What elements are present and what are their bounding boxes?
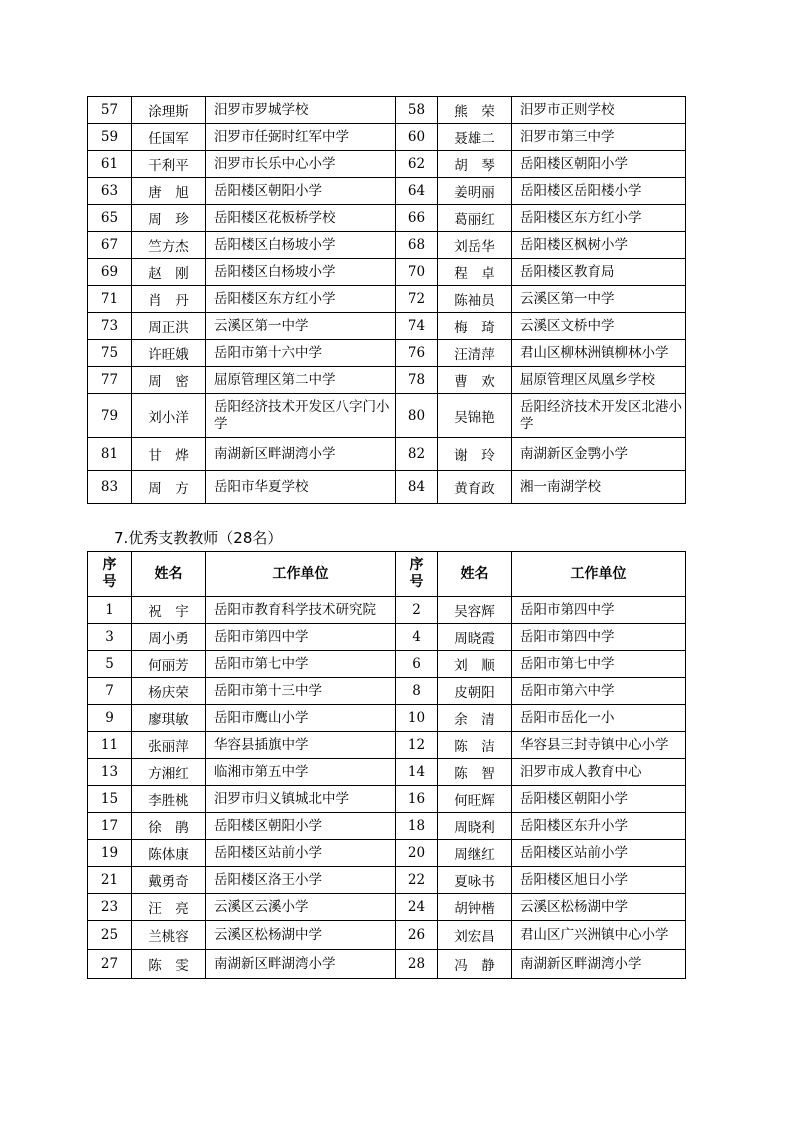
cell-unit: 岳阳楼区枫树小学	[512, 232, 686, 259]
cell-seq: 14	[396, 759, 438, 786]
table-row	[88, 705, 686, 732]
cell-seq: 11	[88, 732, 132, 759]
cell-unit: 岳阳楼区站前小学	[512, 840, 686, 867]
cell-unit: 岳阳楼区岳阳楼小学	[512, 178, 686, 205]
cell-name: 胡钟楷	[438, 894, 512, 921]
table-row	[88, 151, 686, 178]
cell-unit: 岳阳楼区东方红小学	[512, 205, 686, 232]
cell-unit: 岳阳经济技术开发区八字门小学	[206, 394, 396, 438]
cell-name: 吴容辉	[438, 597, 512, 624]
cell-unit: 岳阳市第四中学	[206, 624, 396, 651]
cell-name: 姜明丽	[438, 178, 512, 205]
cell-name: 周 方	[132, 471, 206, 504]
cell-unit: 岳阳楼区白杨坡小学	[206, 259, 396, 286]
cell-unit: 南湖新区畔湖湾小学	[512, 950, 686, 979]
cell-name: 刘宏昌	[438, 921, 512, 950]
cell-seq: 19	[88, 840, 132, 867]
cell-seq: 70	[396, 259, 438, 286]
cell-name: 祝 宇	[132, 597, 206, 624]
cell-seq: 62	[396, 151, 438, 178]
cell-unit: 华容县插旗中学	[206, 732, 396, 759]
cell-name: 陈袖员	[438, 286, 512, 313]
cell-seq: 60	[396, 124, 438, 151]
table-row	[88, 624, 686, 651]
cell-name: 黄育政	[438, 471, 512, 504]
cell-name: 何丽芳	[132, 651, 206, 678]
table-row	[88, 813, 686, 840]
cell-seq: 75	[88, 340, 132, 367]
cell-unit: 岳阳楼区东方红小学	[206, 286, 396, 313]
table-row	[88, 259, 686, 286]
cell-seq: 67	[88, 232, 132, 259]
table1-body	[88, 97, 686, 504]
cell-seq: 9	[88, 705, 132, 732]
cell-name: 陈 智	[438, 759, 512, 786]
table-row	[88, 840, 686, 867]
cell-seq: 76	[396, 340, 438, 367]
cell-name: 周晓霞	[438, 624, 512, 651]
table-row	[88, 124, 686, 151]
cell-unit: 岳阳市鹰山小学	[206, 705, 396, 732]
cell-name: 夏咏书	[438, 867, 512, 894]
table-row	[88, 759, 686, 786]
table-row	[88, 651, 686, 678]
table-row	[88, 97, 686, 124]
header-unit-1: 工作单位	[206, 552, 396, 597]
cell-seq: 66	[396, 205, 438, 232]
cell-seq: 73	[88, 313, 132, 340]
cell-seq: 26	[396, 921, 438, 950]
cell-name: 陈体康	[132, 840, 206, 867]
cell-unit: 岳阳市第七中学	[206, 651, 396, 678]
cell-name: 熊 荣	[438, 97, 512, 124]
cell-name: 汪清萍	[438, 340, 512, 367]
table-row	[88, 313, 686, 340]
table-row	[88, 471, 686, 504]
cell-name: 汪 亮	[132, 894, 206, 921]
cell-seq: 18	[396, 813, 438, 840]
cell-name: 吴锦艳	[438, 394, 512, 438]
cell-seq: 74	[396, 313, 438, 340]
table-row	[88, 732, 686, 759]
cell-name: 谢 玲	[438, 438, 512, 471]
header-seq-2: 序号	[396, 552, 438, 597]
cell-name: 干利平	[132, 151, 206, 178]
cell-seq: 81	[88, 438, 132, 471]
cell-name: 徐 鹃	[132, 813, 206, 840]
cell-name: 张丽萍	[132, 732, 206, 759]
cell-name: 何旺辉	[438, 786, 512, 813]
cell-seq: 84	[396, 471, 438, 504]
cell-seq: 78	[396, 367, 438, 394]
table-row	[88, 205, 686, 232]
cell-unit: 岳阳市第七中学	[512, 651, 686, 678]
cell-name: 周继红	[438, 840, 512, 867]
cell-unit: 岳阳楼区白杨坡小学	[206, 232, 396, 259]
cell-seq: 22	[396, 867, 438, 894]
cell-unit: 岳阳楼区东升小学	[512, 813, 686, 840]
cell-name: 聂雄二	[438, 124, 512, 151]
cell-unit: 汨罗市罗城学校	[206, 97, 396, 124]
cell-seq: 10	[396, 705, 438, 732]
table2-header-row	[88, 552, 686, 597]
cell-name: 周正洪	[132, 313, 206, 340]
cell-name: 陈 雯	[132, 950, 206, 979]
cell-unit: 岳阳市华夏学校	[206, 471, 396, 504]
cell-unit: 岳阳经济技术开发区北港小学	[512, 394, 686, 438]
cell-name: 胡 琴	[438, 151, 512, 178]
cell-name: 许旺娥	[132, 340, 206, 367]
cell-name: 杨庆荣	[132, 678, 206, 705]
cell-seq: 58	[396, 97, 438, 124]
cell-unit: 岳阳楼区教育局	[512, 259, 686, 286]
cell-seq: 64	[396, 178, 438, 205]
cell-seq: 7	[88, 678, 132, 705]
cell-seq: 5	[88, 651, 132, 678]
cell-seq: 2	[396, 597, 438, 624]
cell-unit: 岳阳楼区朝阳小学	[206, 178, 396, 205]
cell-seq: 27	[88, 950, 132, 979]
cell-unit: 岳阳市岳化一小	[512, 705, 686, 732]
cell-name: 余 清	[438, 705, 512, 732]
table-row	[88, 921, 686, 950]
cell-seq: 23	[88, 894, 132, 921]
cell-unit: 临湘市第五中学	[206, 759, 396, 786]
cell-name: 刘岳华	[438, 232, 512, 259]
cell-seq: 24	[396, 894, 438, 921]
cell-seq: 69	[88, 259, 132, 286]
cell-name: 葛丽红	[438, 205, 512, 232]
cell-unit: 岳阳楼区朝阳小学	[206, 813, 396, 840]
table-row	[88, 867, 686, 894]
table-row	[88, 597, 686, 624]
cell-seq: 8	[396, 678, 438, 705]
cell-name: 周 密	[132, 367, 206, 394]
cell-seq: 4	[396, 624, 438, 651]
table-row	[88, 367, 686, 394]
cell-seq: 6	[396, 651, 438, 678]
cell-name: 唐 旭	[132, 178, 206, 205]
cell-seq: 13	[88, 759, 132, 786]
cell-seq: 63	[88, 178, 132, 205]
cell-seq: 72	[396, 286, 438, 313]
cell-name: 皮朝阳	[438, 678, 512, 705]
cell-unit: 岳阳楼区站前小学	[206, 840, 396, 867]
cell-seq: 17	[88, 813, 132, 840]
cell-name: 赵 刚	[132, 259, 206, 286]
table-row	[88, 678, 686, 705]
cell-unit: 岳阳楼区朝阳小学	[512, 151, 686, 178]
cell-name: 陈 洁	[438, 732, 512, 759]
section-7-title: 7.优秀支教教师（28名）	[114, 529, 283, 547]
cell-name: 李胜桃	[132, 786, 206, 813]
cell-seq: 77	[88, 367, 132, 394]
cell-unit: 君山区柳林洲镇柳林小学	[512, 340, 686, 367]
cell-unit: 岳阳楼区花板桥学校	[206, 205, 396, 232]
cell-seq: 12	[396, 732, 438, 759]
table2-body	[88, 597, 686, 979]
cell-name: 方湘红	[132, 759, 206, 786]
cell-unit: 汨罗市正则学校	[512, 97, 686, 124]
cell-unit: 华容县三封寺镇中心小学	[512, 732, 686, 759]
table-row	[88, 786, 686, 813]
cell-seq: 65	[88, 205, 132, 232]
cell-unit: 云溪区松杨湖中学	[512, 894, 686, 921]
cell-name: 周小勇	[132, 624, 206, 651]
cell-unit: 云溪区文桥中学	[512, 313, 686, 340]
cell-seq: 71	[88, 286, 132, 313]
cell-unit: 汨罗市第三中学	[512, 124, 686, 151]
cell-seq: 59	[88, 124, 132, 151]
table-row	[88, 178, 686, 205]
cell-unit: 岳阳楼区旭日小学	[512, 867, 686, 894]
cell-name: 冯 静	[438, 950, 512, 979]
cell-name: 周 珍	[132, 205, 206, 232]
cell-name: 涂理斯	[132, 97, 206, 124]
cell-unit: 云溪区云溪小学	[206, 894, 396, 921]
cell-name: 肖 丹	[132, 286, 206, 313]
cell-seq: 79	[88, 394, 132, 438]
cell-unit: 岳阳楼区朝阳小学	[512, 786, 686, 813]
teachers-table-continued	[87, 96, 686, 504]
cell-name: 刘 顺	[438, 651, 512, 678]
cell-seq: 16	[396, 786, 438, 813]
cell-name: 程 卓	[438, 259, 512, 286]
table-row	[88, 438, 686, 471]
cell-seq: 1	[88, 597, 132, 624]
cell-name: 兰桃容	[132, 921, 206, 950]
header-unit-2: 工作单位	[512, 552, 686, 597]
table-row	[88, 894, 686, 921]
cell-unit: 屈原管理区凤凰乡学校	[512, 367, 686, 394]
table-row	[88, 394, 686, 438]
cell-unit: 湘一南湖学校	[512, 471, 686, 504]
cell-seq: 28	[396, 950, 438, 979]
cell-unit: 岳阳楼区洛王小学	[206, 867, 396, 894]
table-row	[88, 340, 686, 367]
cell-unit: 汨罗市任弼时红军中学	[206, 124, 396, 151]
cell-unit: 汨罗市成人教育中心	[512, 759, 686, 786]
cell-unit: 南湖新区畔湖湾小学	[206, 438, 396, 471]
header-name-2: 姓名	[438, 552, 512, 597]
cell-name: 曹 欢	[438, 367, 512, 394]
header-seq-1: 序号	[88, 552, 132, 597]
cell-seq: 83	[88, 471, 132, 504]
cell-name: 刘小洋	[132, 394, 206, 438]
cell-unit: 云溪区第一中学	[512, 286, 686, 313]
cell-seq: 25	[88, 921, 132, 950]
cell-seq: 3	[88, 624, 132, 651]
cell-unit: 南湖新区金鹗小学	[512, 438, 686, 471]
cell-seq: 20	[396, 840, 438, 867]
table-row	[88, 232, 686, 259]
cell-seq: 15	[88, 786, 132, 813]
cell-unit: 岳阳市教育科学技术研究院	[206, 597, 396, 624]
table-row	[88, 950, 686, 979]
cell-name: 竺方杰	[132, 232, 206, 259]
cell-name: 任国军	[132, 124, 206, 151]
support-teachers-table	[87, 551, 686, 979]
table-row	[88, 286, 686, 313]
cell-unit: 君山区广兴洲镇中心小学	[512, 921, 686, 950]
cell-name: 廖琪敏	[132, 705, 206, 732]
cell-unit: 岳阳市第四中学	[512, 624, 686, 651]
cell-unit: 岳阳市第十三中学	[206, 678, 396, 705]
cell-unit: 汨罗市长乐中心小学	[206, 151, 396, 178]
cell-unit: 云溪区第一中学	[206, 313, 396, 340]
cell-seq: 82	[396, 438, 438, 471]
cell-unit: 屈原管理区第二中学	[206, 367, 396, 394]
cell-name: 戴勇奇	[132, 867, 206, 894]
cell-seq: 68	[396, 232, 438, 259]
cell-unit: 汨罗市归义镇城北中学	[206, 786, 396, 813]
cell-unit: 南湖新区畔湖湾小学	[206, 950, 396, 979]
cell-unit: 岳阳市第四中学	[512, 597, 686, 624]
header-name-1: 姓名	[132, 552, 206, 597]
cell-unit: 岳阳市第六中学	[512, 678, 686, 705]
cell-seq: 57	[88, 97, 132, 124]
cell-unit: 云溪区松杨湖中学	[206, 921, 396, 950]
cell-name: 梅 琦	[438, 313, 512, 340]
cell-name: 甘 烨	[132, 438, 206, 471]
cell-seq: 80	[396, 394, 438, 438]
cell-unit: 岳阳市第十六中学	[206, 340, 396, 367]
cell-seq: 21	[88, 867, 132, 894]
cell-seq: 61	[88, 151, 132, 178]
cell-name: 周晓利	[438, 813, 512, 840]
